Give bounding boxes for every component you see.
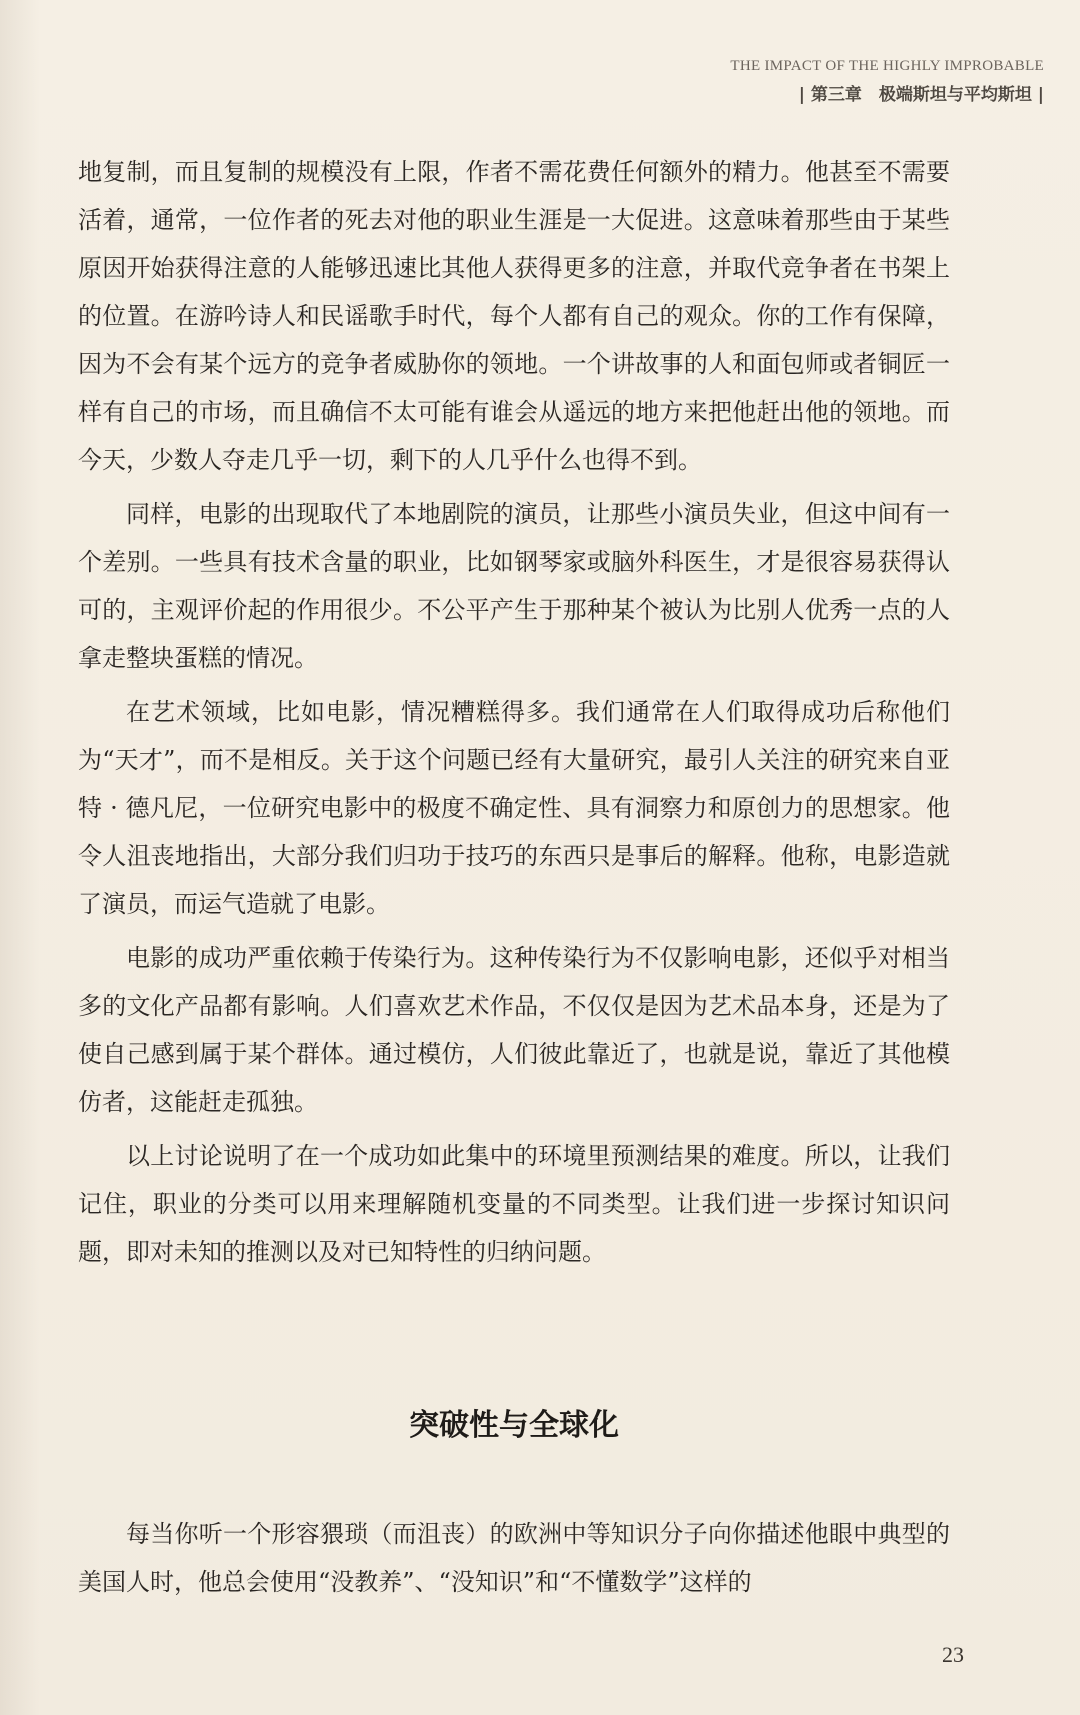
paragraph: 同样，电影的出现取代了本地剧院的演员，让那些小演员失业，但这中间有一个差别。一些具有技术含量的职业，比如钢琴家或脑外科医生，才是很容易获得认可的，主观评价起的作用很少。不公平产生于那种某个被认为比别人优秀一点的人拿走整块蛋糕的情况。 <box>78 500 950 672</box>
paragraph-continued: 地复制，而且复制的规模没有上限，作者不需花费任何额外的精力。他甚至不需要活着，通常，一位作者的死去对他的职业生涯是一大促进。这意味着那些由于某些原因开始获得注意的人能够迅速比其他人获得更多的注意，并取代竞争者在书架上的位置。在游吟诗人和民谣歌手时代，每个人都有自己的观众。你的工作有保障，因为不会有某个远方的竞争者威胁你的领地。一个讲故事的人和面包师或者铜匠一样有自己的市场，而且确信不太可能有谁会从遥远的地方来把他赶出他的领地。而今天，少数人夺走几乎一切，剩下的人几乎什么也得不到。 <box>78 158 950 474</box>
paragraph: 以上讨论说明了在一个成功如此集中的环境里预测结果的难度。所以，让我们记住，职业的分类可以用来理解随机变量的不同类型。让我们进一步探讨知识问题，即对未知的推测以及对已知特性的归纳问题。 <box>78 1142 950 1266</box>
page-number: 23 <box>942 1642 964 1667</box>
section-paragraph: 每当你听一个形容猥琐（而沮丧）的欧洲中等知识分子向你描述他眼中典型的美国人时，他总会使用“没教养”、“没知识”和“不懂数学”这样的 <box>78 1520 950 1596</box>
running-head-chapter: | 第三章 极端斯坦与平均斯坦 | <box>798 85 1044 105</box>
body-text <box>78 148 950 1282</box>
paragraph: 电影的成功严重依赖于传染行为。这种传染行为不仅影响电影，还似乎对相当多的文化产品都有影响。人们喜欢艺术作品，不仅仅是因为艺术品本身，还是为了使自己感到属于某个群体。通过模仿，人们彼此靠近了，也就是说，靠近了其他模仿者，这能赶走孤独。 <box>78 944 950 1116</box>
running-head <box>730 56 1044 108</box>
running-head-english: THE IMPACT OF THE HIGHLY IMPROBABLE <box>730 58 1044 74</box>
section-heading: 突破性与全球化 <box>409 1408 619 1443</box>
paragraph: 在艺术领域，比如电影，情况糟糕得多。我们通常在人们取得成功后称他们为“天才”，而不是相反。关于这个问题已经有大量研究，最引人关注的研究来自亚特 · 德凡尼，一位研究电影中的极度不确定性、具有洞察力和原创力的思想家。他令人沮丧地指出，大部分我们归功于技巧的东西只是事后的解释。他称，电影造就了演员，而运气造就了电影。 <box>78 698 950 918</box>
